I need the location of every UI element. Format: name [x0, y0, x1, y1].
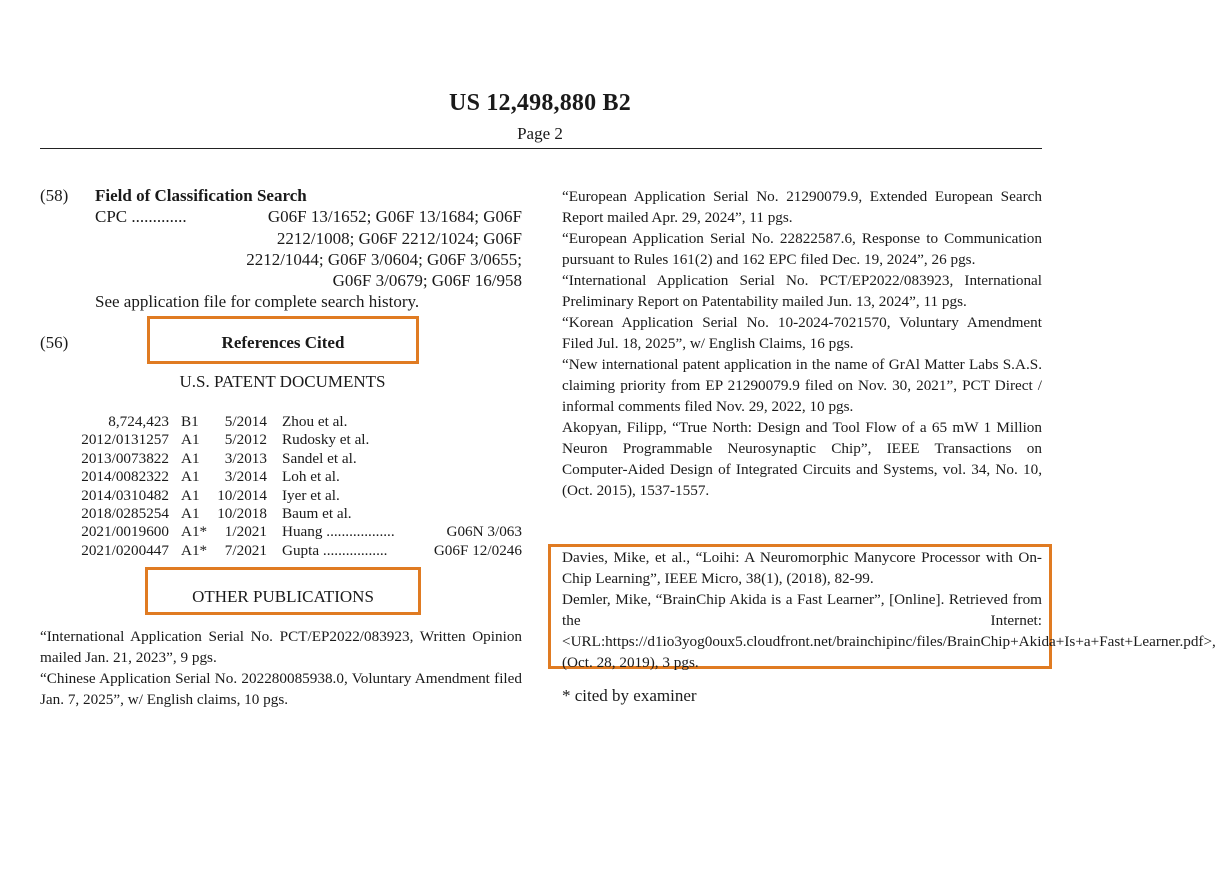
- publication-entry: “Chinese Application Serial No. 202280085938.0, Voluntary Amendment filed Jan. 7, 2025”, w/ English claims, 10 pgs.: [40, 670, 522, 708]
- patent-inventor-cell: Sandel et al.: [282, 449, 357, 467]
- cpc-line: 2212/1008; G06F 2212/1024; G06F: [276, 229, 522, 248]
- patent-number-cell: 2014/0082322: [81, 468, 169, 486]
- patent-inventor-cell: Loh et al.: [282, 468, 340, 486]
- publication-entry: “International Application Serial No. PCT/EP2022/083923, International Preliminary Report on Patentability mailed Jun. 13, 2024”, 11 pgs.: [562, 272, 1042, 310]
- field-search-code: (58): [40, 186, 69, 205]
- highlighted-publications: [562, 547, 1216, 673]
- publication-entry: “New international patent application in the name of GrAl Matter Labs S.A.S. claiming priority from EP 21290079.9 filed on Nov. 30, 2021”, PCT Direct / informal comments filed Nov. 29, 2022, 10 pgs.: [562, 356, 1042, 415]
- patent-inventor-cell: Iyer et al.: [282, 486, 340, 504]
- patent-kind-cell: A1: [181, 431, 200, 449]
- patent-inventor-cell: Baum et al.: [282, 505, 352, 522]
- field-search-title: Field of Classification Search: [95, 186, 307, 205]
- publication-entry: “International Application Serial No. PCT/EP2022/083923, Written Opinion mailed Jan. 21, 2023”, 9 pgs.: [40, 628, 522, 666]
- publication-entry: “European Application Serial No. 21290079.9, Extended European Search Report mailed Apr. 29, 2024”, 11 pgs.: [562, 188, 1042, 226]
- patent-kind-cell: A1: [181, 449, 200, 467]
- patent-date-cell: 10/2014: [217, 486, 267, 504]
- other-publications-left: [40, 626, 522, 710]
- patent-kind-cell: A1: [181, 486, 200, 504]
- page-number: Page 2: [517, 124, 563, 143]
- us-patent-row: [40, 487, 525, 505]
- patent-class-cell: G06F 12/0246: [433, 541, 522, 559]
- patent-date-cell: 10/2018: [217, 505, 267, 522]
- patent-class-cell: G06N 3/063: [446, 523, 522, 541]
- us-patent-row: [40, 523, 525, 541]
- patent-number-cell: 8,724,423: [108, 413, 169, 430]
- patent-number-cell: 2012/0131257: [81, 431, 169, 449]
- patent-date-cell: 5/2014: [224, 413, 267, 430]
- patent-date-cell: 3/2013: [224, 449, 267, 467]
- cpc-label: CPC .............: [95, 207, 187, 226]
- cpc-line: G06F 3/0679; G06F 16/958: [332, 271, 522, 290]
- patent-date-cell: 5/2012: [224, 431, 267, 449]
- patent-number-cell: 2013/0073822: [81, 449, 169, 467]
- patent-date-cell: 3/2014: [224, 468, 267, 486]
- publication-entry: Davies, Mike, et al., “Loihi: A Neuromorphic Manycore Processor with On-Chip Learning”, IEEE Micro, 38(1), (2018), 82-99.: [562, 549, 1042, 587]
- us-patent-row: [40, 450, 525, 468]
- patent-kind-cell: A1*: [181, 523, 208, 541]
- patent-date-cell: 7/2021: [224, 541, 267, 559]
- publication-entry: “European Application Serial No. 22822587.6, Response to Communication pursuant to Rules 161(2) and 162 EPC filed Dec. 19, 2024”, 26 pgs.: [562, 230, 1042, 268]
- search-history-note: See application file for complete search history.: [95, 292, 420, 311]
- us-patent-row: [40, 468, 525, 486]
- us-patent-documents-heading: U.S. PATENT DOCUMENTS: [179, 372, 386, 391]
- us-patent-row: [40, 431, 525, 449]
- publication-entry: “Korean Application Serial No. 10-2024-7021570, Voluntary Amendment Filed Jul. 18, 2025”, w/ English Claims, 16 pgs.: [562, 314, 1042, 352]
- cpc-line: G06F 13/1652; G06F 13/1684; G06F: [267, 207, 522, 226]
- us-patent-row: [40, 542, 525, 560]
- patent-inventor-cell: Zhou et al.: [282, 413, 348, 430]
- patent-number-cell: 2018/0285254: [81, 505, 169, 522]
- cpc-line: 2212/1044; G06F 3/0604; G06F 3/0655;: [246, 250, 522, 269]
- patent-date-cell: 1/2021: [224, 523, 267, 541]
- patent-kind-cell: B1: [181, 413, 199, 430]
- patent-inventor-cell: Huang ..................: [282, 523, 395, 541]
- patent-kind-cell: A1*: [181, 541, 208, 559]
- patent-number-cell: 2021/0200447: [81, 541, 169, 559]
- patent-inventor-cell: Gupta .................: [282, 541, 388, 559]
- references-code: (56): [40, 333, 69, 352]
- patent-kind-cell: A1: [181, 468, 200, 486]
- publication-entry: Demler, Mike, “BrainChip Akida is a Fast Learner”, [Online]. Retrieved from the Internet: <URL:https://d1io3yog0oux5.cloudfront.net/brainchipinc/files/BrainChip+Akida+Is+a+Fast+Learner.pdf>, (Oct. 28, 2019), 3 pgs.: [562, 591, 1216, 671]
- header-divider: [40, 148, 1042, 149]
- references-cited-title: References Cited: [221, 333, 345, 352]
- us-patent-row: [40, 505, 525, 523]
- patent-number-cell: 2014/0310482: [81, 486, 169, 504]
- other-publications-right: [562, 186, 1042, 501]
- us-patent-row: [40, 413, 525, 431]
- publication-entry: Akopyan, Filipp, “True North: Design and Tool Flow of a 65 mW 1 Million Neuron Programmable Neurosynaptic Chip”, IEEE Transactions on Computer-Aided Design of Integrated Circuits and Systems, vol. 34, No. 10, (Oct. 2015), 1537-1557.: [562, 419, 1042, 499]
- patent-number-cell: 2021/0019600: [81, 523, 169, 541]
- patent-kind-cell: A1: [181, 505, 200, 522]
- patent-inventor-cell: Rudosky et al.: [282, 431, 370, 449]
- patent-number: US 12,498,880 B2: [449, 90, 631, 116]
- cited-by-examiner-note: * cited by examiner: [562, 686, 697, 705]
- other-publications-heading: OTHER PUBLICATIONS: [192, 587, 374, 606]
